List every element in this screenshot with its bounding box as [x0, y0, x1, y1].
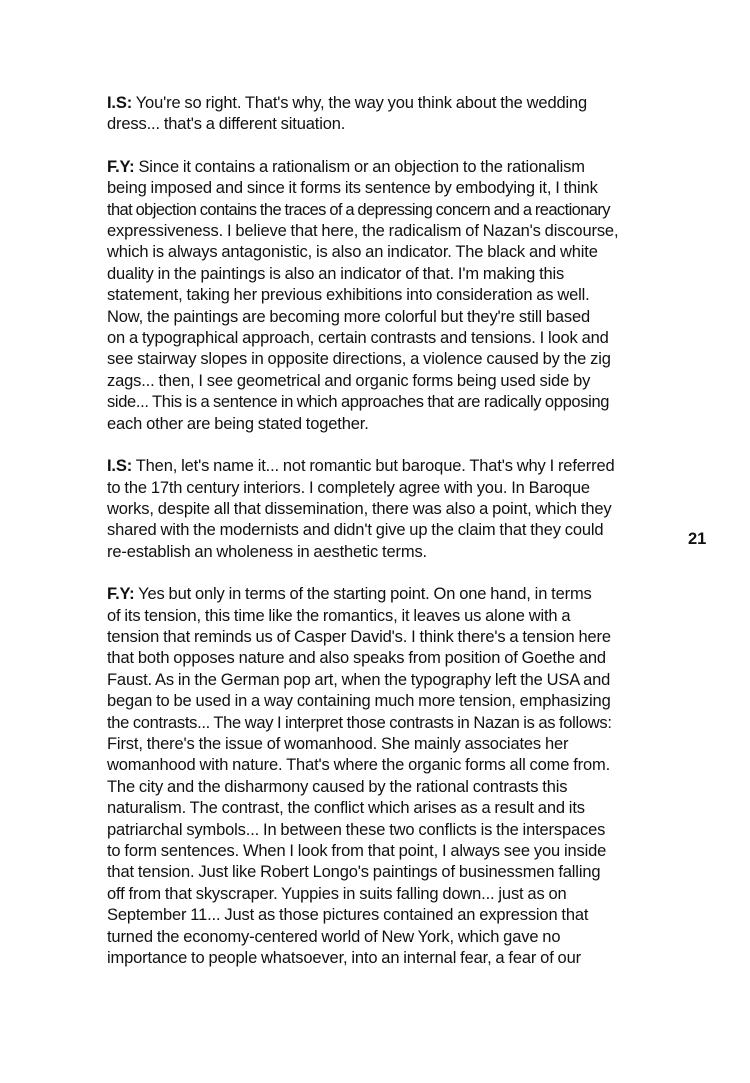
text-line: turned the economy-centered world of New York, which gave no: [107, 927, 561, 946]
text-line: each other are being stated together.: [107, 414, 369, 433]
speaker-label: F.Y:: [107, 585, 135, 604]
text-line: womanhood with nature. That's where the organic forms all come from.: [107, 756, 611, 775]
document-body: [107, 93, 667, 990]
text-line: on a typographical approach, certain contrasts and tensions. I look and: [107, 329, 609, 348]
text-line: side... This is a sentence in which approaches that are radically opposing: [107, 393, 610, 412]
text-line: shared with the modernists and didn't give up the claim that they could: [107, 521, 604, 540]
text-line: September 11... Just as those pictures contained an expression that: [107, 906, 589, 925]
text-line: Faust. As in the German pop art, when the typography left the USA and: [107, 670, 611, 689]
text-line: re-establish an wholeness in aesthetic terms.: [107, 542, 427, 561]
text-line: being imposed and since it forms its sentence by embodying it, I think: [107, 179, 598, 198]
text-line: which is always antagonistic, is also an indicator. The black and white: [107, 243, 598, 262]
text-line: naturalism. The contrast, the conflict which arises as a result and its: [107, 799, 585, 818]
text-line: statement, taking her previous exhibitions into consideration as well.: [107, 286, 590, 305]
text-line: I.S: Then, let's name it... not romantic but baroque. That's why I referred: [107, 457, 615, 476]
paragraph-fy-2: [107, 584, 667, 969]
text-line: see stairway slopes in opposite directions, a violence caused by the zig: [107, 350, 611, 369]
text-line: F.Y: Yes but only in terms of the starting point. On one hand, in terms: [107, 585, 592, 604]
paragraph-is-1: [107, 93, 667, 136]
text-line: to the 17th century interiors. I completely agree with you. In Baroque: [107, 478, 590, 497]
text-line: began to be used in a way containing much more tension, emphasizing: [107, 692, 611, 711]
text-line: of its tension, this time like the romantics, it leaves us alone with a: [107, 606, 571, 625]
text-line: The city and the disharmony caused by the rational contrasts this: [107, 777, 568, 796]
text-line: tension that reminds us of Casper David's. I think there's a tension here: [107, 627, 611, 646]
text-line: that tension. Just like Robert Longo's paintings of businessmen falling: [107, 863, 601, 882]
text-line: expressiveness. I believe that here, the radicalism of Nazan's discourse,: [107, 222, 619, 241]
text-line: that both opposes nature and also speaks from position of Goethe and: [107, 649, 606, 668]
paragraph-is-2: [107, 456, 667, 563]
text-line: to form sentences. When I look from that point, I always see you inside: [107, 842, 607, 860]
text-line: that objection contains the traces of a depressing concern and a reactionary: [107, 200, 610, 219]
text-line: F.Y: Since it contains a rationalism or an objection to the rationalism: [107, 157, 585, 176]
text-line: works, despite all that dissemination, there was also a point, which they: [107, 499, 612, 518]
text-line: duality in the paintings is also an indicator of that. I'm making this: [107, 264, 565, 283]
speaker-label: F.Y:: [107, 157, 135, 176]
text-line: I.S: You're so right. That's why, the way you think about the wedding: [107, 94, 588, 112]
text-line: zags... then, I see geometrical and organic forms being used side by: [107, 371, 591, 390]
page-number: 21: [688, 530, 707, 548]
paragraph-fy-1: [107, 157, 667, 435]
text-line: the contrasts... The way I interpret those contrasts in Nazan is as follows:: [107, 713, 612, 732]
text-line: dress... that's a different situation.: [107, 115, 346, 134]
speaker-label: I.S:: [107, 457, 133, 476]
text-line: Now, the paintings are becoming more colorful but they're still based: [107, 307, 591, 326]
text-line: importance to people whatsoever, into an internal fear, a fear of our: [107, 949, 581, 968]
text-line: First, there's the issue of womanhood. She mainly associates her: [107, 734, 569, 753]
text-line: patriarchal symbols... In between these two conflicts is the interspaces: [107, 820, 606, 839]
speaker-label: I.S:: [107, 94, 133, 112]
text-line: off from that skyscraper. Yuppies in suits falling down... just as on: [107, 884, 567, 903]
